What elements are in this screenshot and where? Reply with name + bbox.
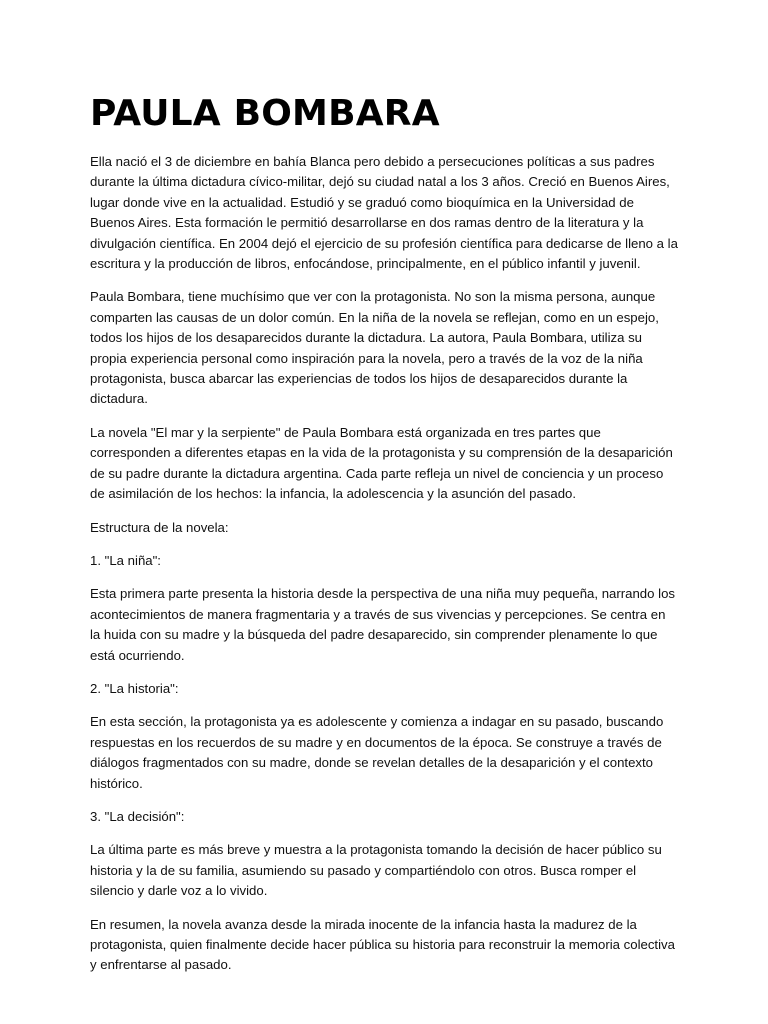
page-title: PAULA BOMBARA: [90, 93, 440, 134]
paragraph-biography: Ella nació el 3 de diciembre en bahía Blanca pero debido a persecuciones políticas a sus padres durante la última dictadura cívico-militar, dejó su ciudad natal a los 3 años. Creció en Buenos Aires, lugar donde vive en la actualidad. Estudió y se graduó como bioquímica en la Universidad de Buenos Aires. Esta formación le permitió desarrollarse en dos ramas dentro de la literatura y la divulgación científica. En 2004 dejó el ejercicio de su profesión científica para dedicarse de lleno a la escritura y la producción de libros, enfocándose, principalmente, en el público infantil y juvenil.: [90, 154, 678, 272]
paragraph-part-1: Esta primera parte presenta la historia desde la perspectiva de una niña muy pequeña, narrando los acontecimientos de manera fragmentaria y a través de sus vivencias y percepciones. Se centra en la huida con su madre y la búsqueda del padre desaparecido, sin comprender plenamente lo que está ocurriendo.: [90, 586, 676, 663]
paragraph-novel-structure-intro: La novela "El mar y la serpiente" de Paula Bombara está organizada en tres partes que corresponden a diferentes etapas en la vida de la protagonista y su comprensión de la desaparición de su padre durante la dictadura argentina. Cada parte refleja un nivel de conciencia y un proceso de asimilación de los hechos: la infancia, la adolescencia y la asunción del pasado.: [90, 424, 673, 502]
section-heading-structure: Estructura de la novela:: [90, 519, 229, 535]
part-heading-3: 3. "La decisión":: [90, 808, 185, 824]
paragraph-conclusion: En resumen, la novela avanza desde la mirada inocente de la infancia hasta la madurez de la protagonista, quien finalmente decide hacer pública su historia para reconstruir la memoria colectiva y enfrentarse al pasado.: [90, 916, 675, 973]
part-heading-2: 2. "La historia":: [90, 680, 179, 696]
paragraph-author-protagonist: Paula Bombara, tiene muchísimo que ver con la protagonista. No son la misma persona, aunque comparten las causas de un dolor común. En la niña de la novela se reflejan, como en un espejo, todos los hijos de los desaparecidos durante la dictadura. La autora, Paula Bombara, utiliza su propia experiencia personal como inspiración para la novela, pero a través de la voz de la niña protagonista, busca abarcar las experiencias de todos los hijos de desaparecidos durante la dictadura.: [90, 289, 659, 407]
part-heading-1: 1. "La niña":: [90, 552, 161, 568]
paragraph-part-2: En esta sección, la protagonista ya es adolescente y comienza a indagar en su pasado, buscando respuestas en los recuerdos de su madre y en documentos de la época. Se construye a través de diálogos fragmentados con su madre, donde se revelan detalles de la desaparición y el contexto histórico.: [90, 714, 664, 791]
paragraph-part-3: La última parte es más breve y muestra a la protagonista tomando la decisión de hacer público su historia y la de su familia, asumiendo su pasado y compartiéndolo con otros. Busca romper el silencio y darle voz a lo vivido.: [90, 842, 662, 899]
document-body: [90, 92, 678, 989]
